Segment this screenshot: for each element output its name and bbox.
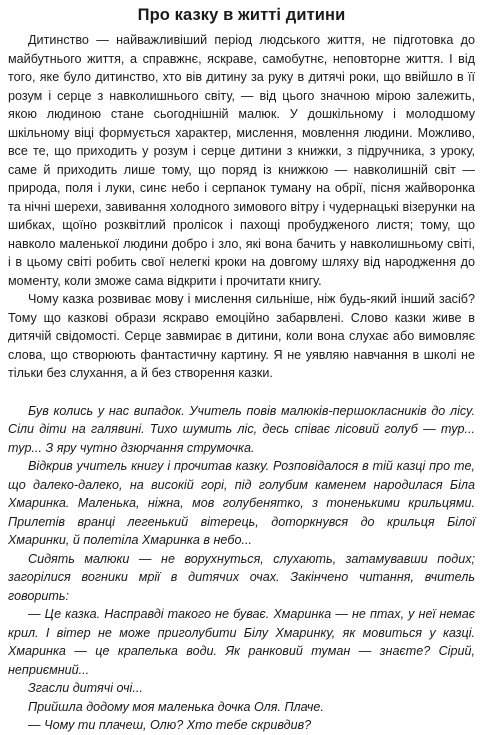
page-title: Про казку в житті дитини	[137, 6, 346, 24]
body-paragraph: Чому казка розвиває мову і мислення сильніше, ніж будь-який інший засіб? Тому що казкові образи яскраво емоційно забарвлені. Слово казки живе в дитячій свідомості. Серце завмирає в дитини, коли вона слухає або вимовляє слова, що створюють фантастичну картину. Я не уявляю навчання в школі не тільки без слухання, а й без створення казки.	[8, 292, 475, 380]
section-gap	[8, 383, 475, 402]
story-paragraph: Сидять малюки — не ворухнуться, слухають, затамувавши подих; загорілися вогники мрії в дитячих очах. Закінчено читання, вчитель говорить:	[8, 551, 475, 603]
story-paragraph: Згасли дитячі очі...	[28, 681, 143, 695]
story-paragraph: Відкрив учитель книгу і прочитав казку. Розповідалося в тій казці про те, що далеко-далеко, на високій горі, під голубим каменем народилася Біла Хмаринка. Маленька, ніжна, мов голубенятко, з тоненькими крильцями. Прилетів вранці легенький вітерець, доторкнувся до крильця Білої Хмаринки, й полетіла Хмаринка в небо...	[8, 459, 475, 547]
story-paragraph: Прийшла додому моя маленька дочка Оля. Плаче.	[28, 699, 324, 714]
story-dialogue: — Це казка. Насправді такого не буває. Хмаринка — не птах, у неї немає крил. І вітер не може приголубити Білу Хмаринку, як мовиться у казці. Хмаринка — це крапелька води. Як ранковий туман — знаєте? Сірий, неприємний...	[8, 607, 475, 677]
story-dialogue: — Чому ти плачеш, Олю? Хто тебе скривдив?	[28, 718, 312, 732]
body-paragraph: Дитинство — найважливіший період людського життя, не підготовка до майбутнього життя, а справжнє, яскраве, самобутнє, неповторне життя. І від того, яке було дитинство, хто вів дитину за руку в дитячі роки, що ввійшло в її розум і серце з навколишнього світу, — від цього значною мірою залежить, якою людиною стане сьогоднішній малюк. У дошкільному і молодшому шкільному віці формується характер, мислення, мовлення людини. Можливо, все те, що приходить у розум і серце дитини з книжки, з підручника, з уроку, саме й приходить лише тому, що поряд із книжкою — навколишній світ — природа, поля і луки, синє небо і серпанок туману на обрії, пісня жайворонка та нічні шерехи, завивання холодного зимового вітру і чудернацькі візерунки на шибках, щоїно розквітлий пролісок і пахощі пробудженого листя; тому, що навколо маленької людини добро і зло, які вона бачить у навколишньому світі, і в цьому світі робить свої нелегкі кроки на довгому шляху від народження до моменту, коли зможе сама відкрити і прочитати книгу.	[8, 33, 475, 288]
story-paragraph: Був колись у нас випадок. Учитель повів малюків-першокласників до лісу. Сіли діти на галявині. Тихо шумить ліс, десь співає лісовий голуб — тур... тур... З яру чутно дзюрчання струмочка.	[8, 403, 475, 455]
